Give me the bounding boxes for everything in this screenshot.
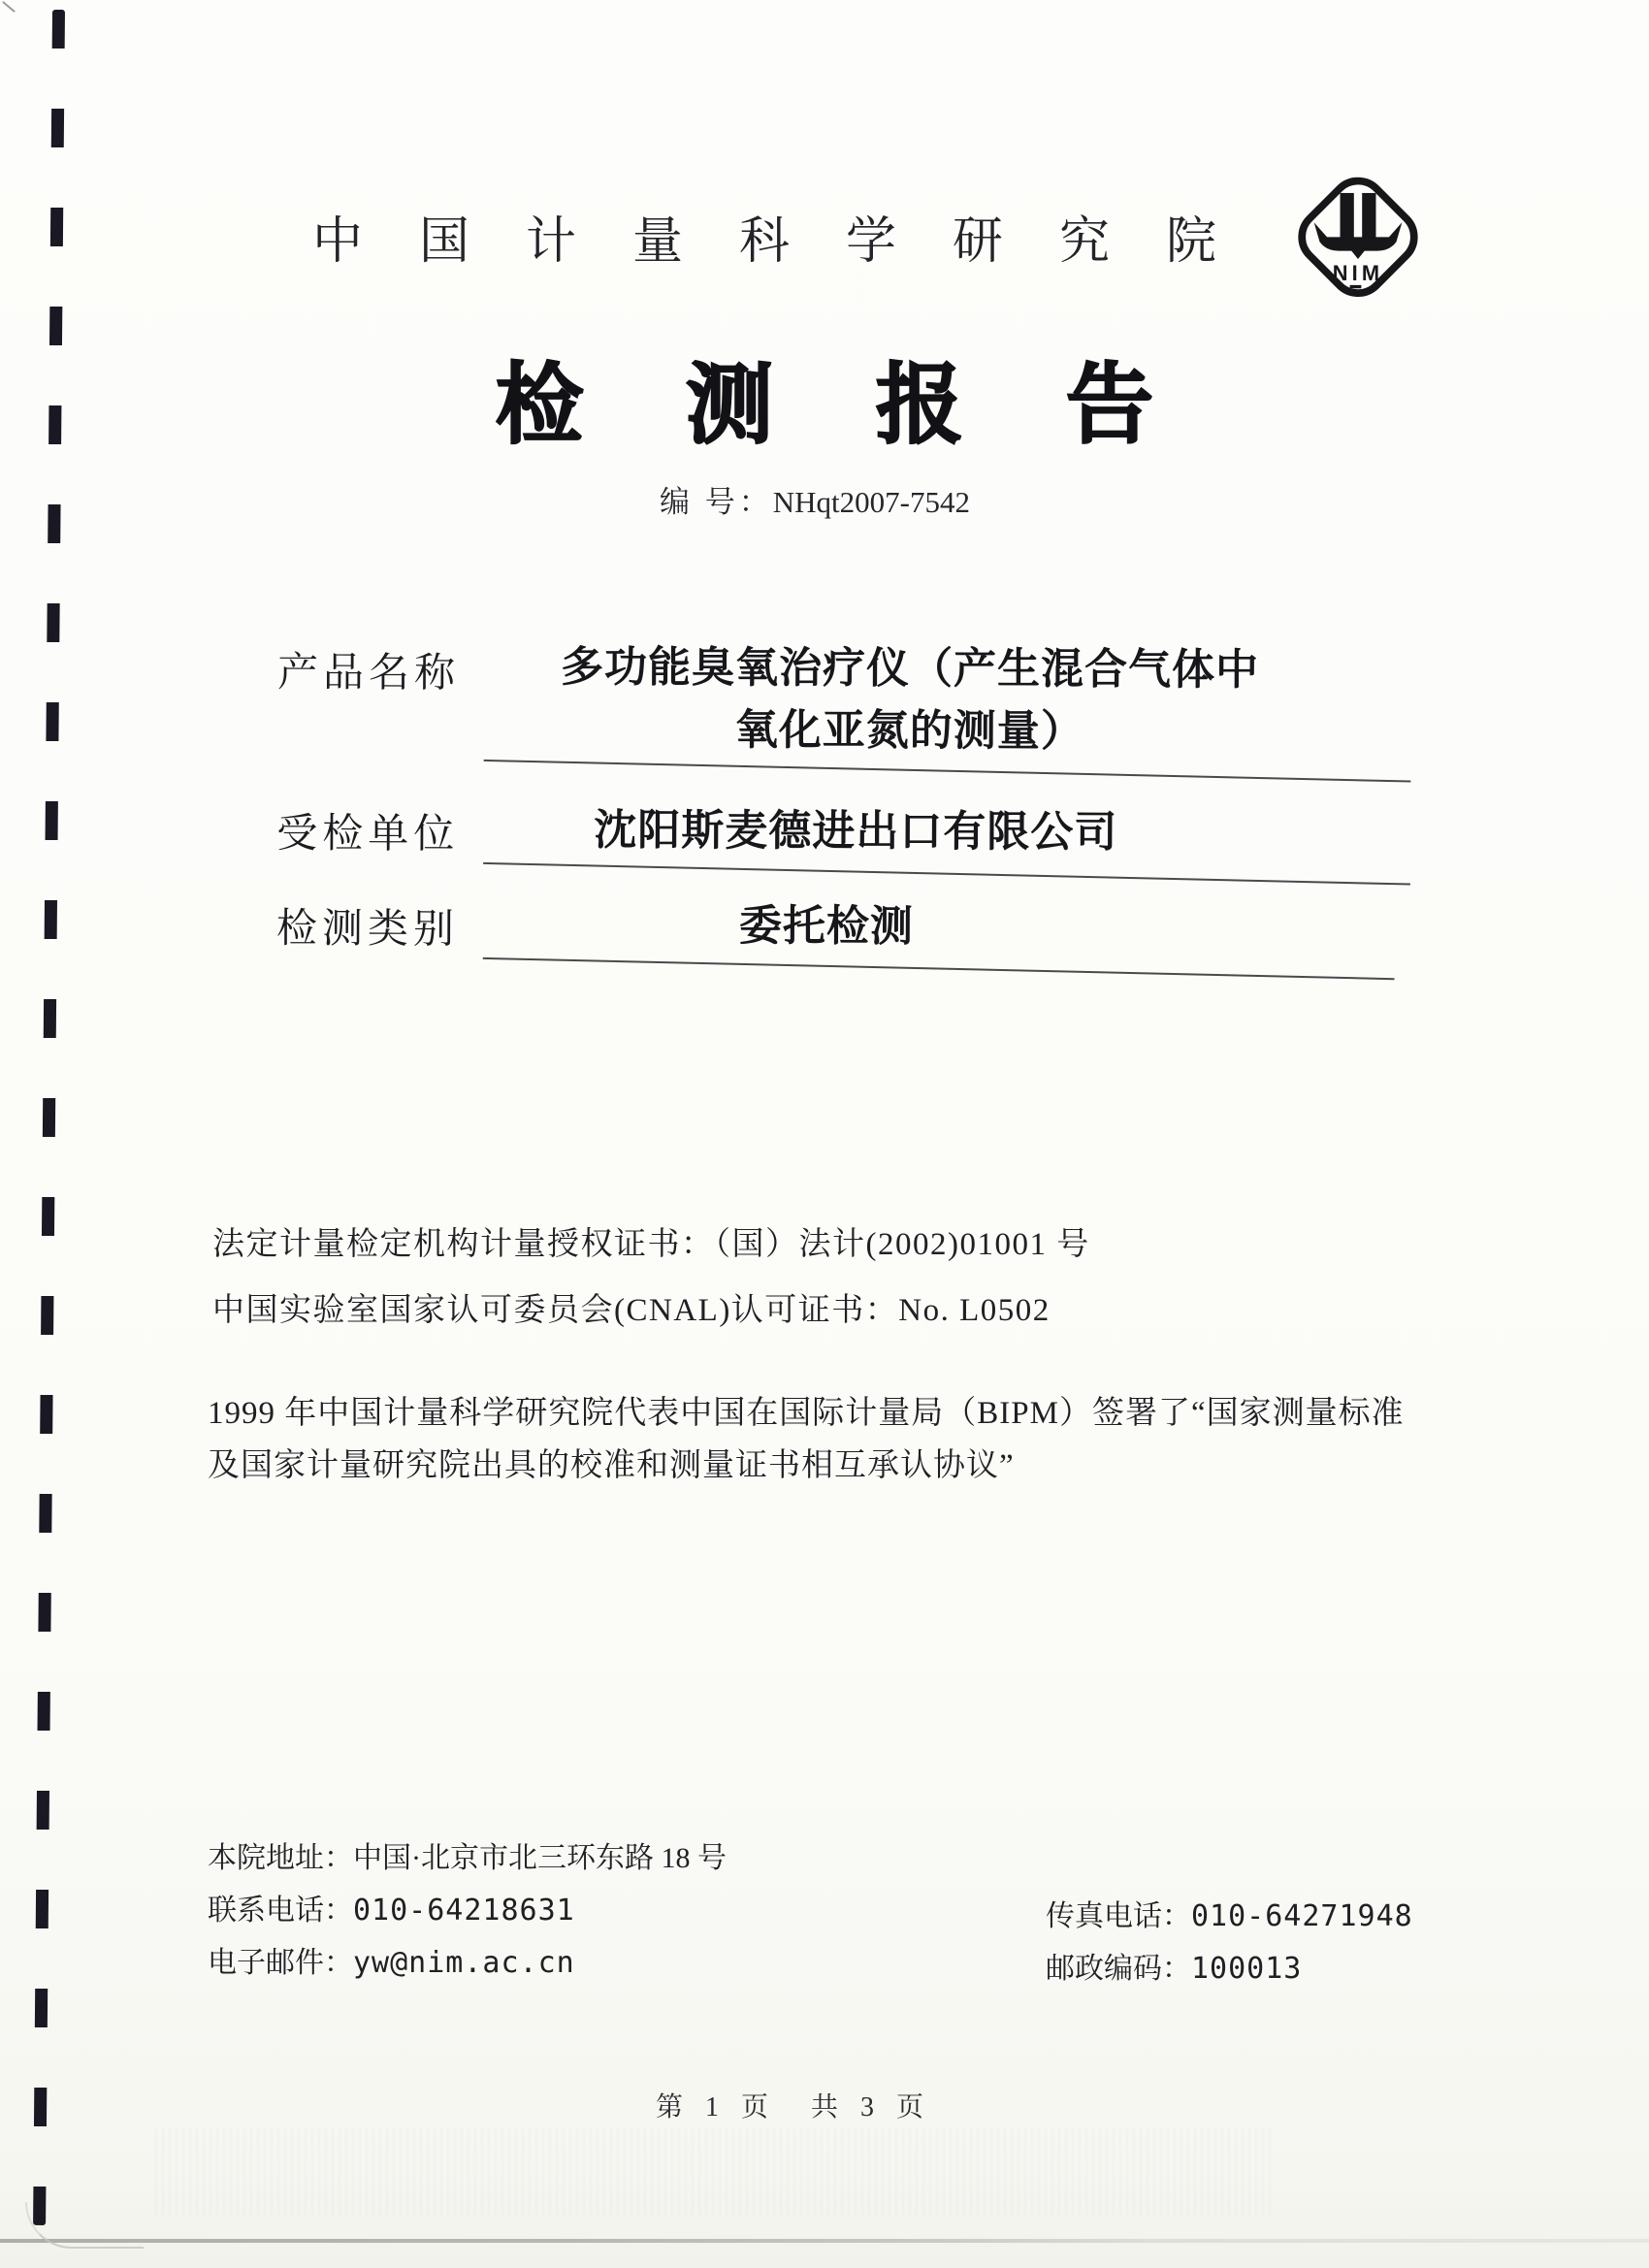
email-label: 电子邮件：: [208, 1947, 353, 1979]
address-value: 中国·北京市北三环东路 18 号: [353, 1842, 727, 1874]
mra-statement-line-2: 及国家计量研究院出具的校准和测量证书相互承认协议”: [208, 1448, 1015, 1483]
product-name-label: 产品名称: [276, 650, 461, 697]
test-type-label: 检测类别: [275, 906, 459, 953]
org-name: 中国计量科学研究院: [312, 214, 1274, 270]
client-value: 沈阳斯麦德进出口有限公司: [594, 806, 1118, 857]
accreditation-line-2: 中国实验室国家认可委员会(CNAL)认可证书：No. L0502: [212, 1293, 1051, 1328]
footer-page-indicator: 第 1 页 共 3 页: [655, 2092, 931, 2122]
postcode-value: 100013: [1191, 1952, 1303, 1986]
report-number-value: NHqt2007-7542: [772, 485, 970, 519]
contact-postcode-row: [1046, 1944, 1302, 1987]
test-type-underline: [483, 957, 1395, 980]
address-label: 本院地址：: [208, 1842, 353, 1874]
nim-logo-text: NIM: [1332, 260, 1384, 285]
mra-statement: [208, 1387, 1546, 1492]
contact-email-row: [208, 1938, 575, 1981]
fax-value: 010-64271948: [1191, 1899, 1413, 1933]
form-fields: [0, 0, 1649, 1073]
page-edge-shadow: [0, 2239, 1649, 2243]
phone-label: 联系电话：: [208, 1895, 353, 1927]
test-type-value: 委托检测: [738, 902, 914, 951]
email-value: yw@nim.ac.cn: [353, 1946, 575, 1980]
phone-value: 010-64218631: [353, 1894, 575, 1928]
product-name-underline: [484, 760, 1411, 783]
fax-label: 传真电话：: [1046, 1900, 1191, 1932]
mra-statement-line-1: 1999 年中国计量科学研究院代表中国在国际计量局（BIPM）签署了“国家测量标准: [208, 1396, 1405, 1431]
contact-address-row: [208, 1833, 727, 1876]
postcode-label: 邮政编码：: [1046, 1953, 1191, 1985]
accreditation-line-1: 法定计量检定机构计量授权证书：（国）法计(2002)01001 号: [212, 1227, 1090, 1262]
product-name-value-line2: 氧化亚氮的测量）: [734, 705, 1084, 756]
report-title: 检测报告: [496, 358, 1256, 454]
client-underline: [483, 862, 1410, 886]
scan-showthrough-noise: [155, 2129, 1271, 2217]
report-number-label: 编 号：: [660, 485, 773, 519]
product-name-value-line1: 多功能臭氧治疗仪（产生混合气体中: [560, 643, 1260, 695]
contact-fax-row: [1046, 1892, 1413, 1934]
contact-phone-row: [208, 1886, 575, 1928]
client-label: 受检单位: [276, 811, 460, 858]
